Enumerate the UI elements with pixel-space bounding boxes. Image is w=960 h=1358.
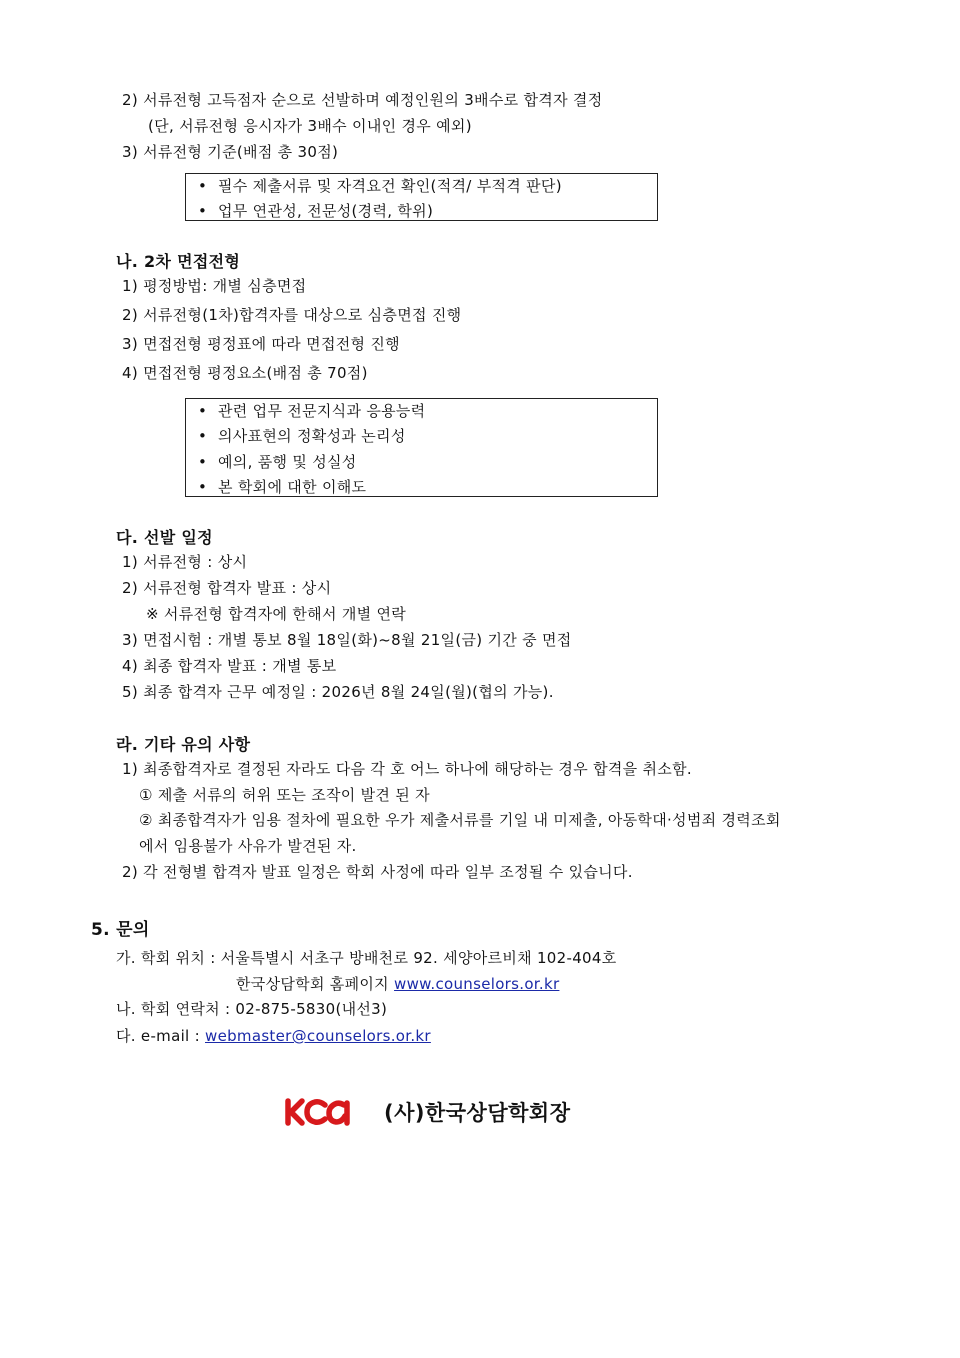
line-ga-2: 2) 서류전형 고득점자 순으로 선발하며 예정인원의 3배수로 합격자 결정 (122, 91, 603, 109)
signature-block (284, 1097, 570, 1127)
line-da-3: 3) 면접시험 : 개별 통보 8월 18일(화)~8월 21일(금) 기간 중 면접 (122, 631, 572, 649)
line-na-1: 1) 평정방법: 개별 심층면접 (122, 277, 307, 295)
criteria-item: • 의사표현의 정확성과 논리성 (198, 425, 406, 446)
line-ra-1: 1) 최종합격자로 결정된 자라도 다음 각 호 어느 하나에 해당하는 경우 합격을 취소함. (122, 760, 692, 778)
line-na-3: 3) 면접전형 평정표에 따라 면접전형 진행 (122, 335, 400, 353)
line-ra-1-c1: ① 제출 서류의 허위 또는 조작이 발견 된 자 (139, 786, 430, 804)
criteria-item: • 예의, 품행 및 성실성 (198, 451, 357, 472)
phone-line: 나. 학회 연락처 : 02-875-5830(내선3) (116, 1000, 388, 1018)
line-da-5: 5) 최종 합격자 근무 예정일 : 2026년 8월 24일(월)(협의 가능). (122, 683, 554, 701)
email-link[interactable]: webmaster@counselors.or.kr (205, 1027, 431, 1045)
kca-logo (284, 1097, 358, 1127)
line-da-2: 2) 서류전형 합격자 발표 : 상시 (122, 579, 332, 597)
section-title-inquiry: 5. 문의 (91, 920, 150, 940)
line-na-2: 2) 서류전형(1차)합격자를 대상으로 심층면접 진행 (122, 306, 462, 324)
email-line (116, 1025, 431, 1046)
criteria-item: • 본 학회에 대한 이해도 (198, 476, 366, 497)
line-ra-1-c2-cont: 에서 임용불가 사유가 발견된 자. (139, 837, 357, 855)
interview-criteria-box (185, 398, 658, 497)
line-da-4: 4) 최종 합격자 발표 : 개별 통보 (122, 657, 337, 675)
homepage-line (236, 973, 559, 994)
document-criteria-box (185, 173, 658, 221)
line-na-4: 4) 면접전형 평정요소(배점 총 70점) (122, 364, 368, 382)
criteria-item: • 필수 제출서류 및 자격요건 확인(적격/ 부적격 판단) (198, 175, 562, 196)
line-ga-3: 3) 서류전형 기준(배점 총 30점) (122, 143, 339, 161)
section-title-interview: 나. 2차 면접전형 (116, 252, 241, 271)
section-title-notes: 라. 기타 유의 사항 (116, 735, 251, 754)
email-label: 다. e-mail : (116, 1027, 205, 1045)
line-da-2-note: ※ 서류전형 합격자에 한해서 개별 연락 (146, 605, 407, 623)
section-title-schedule: 다. 선발 일정 (116, 528, 213, 547)
line-ga-2-note: (단, 서류전형 응시자가 3배수 이내인 경우 예외) (148, 117, 472, 135)
line-ra-2: 2) 각 전형별 합격자 발표 일정은 학회 사정에 따라 일부 조정될 수 있습니다. (122, 863, 633, 881)
homepage-link[interactable]: www.counselors.or.kr (394, 975, 560, 993)
line-ra-1-c2: ② 최종합격자가 임용 절차에 필요한 우가 제출서류를 기일 내 미제출, 아동학대·성범죄 경력조회 (139, 811, 781, 829)
address-line: 가. 학회 위치 : 서울특별시 서초구 방배천로 92. 세양아르비채 102-404호 (116, 949, 617, 967)
signature-text: (사)한국상담학회장 (384, 1101, 571, 1125)
line-da-1: 1) 서류전형 : 상시 (122, 553, 248, 571)
criteria-item: • 업무 연관성, 전문성(경력, 학위) (198, 200, 433, 221)
homepage-label: 한국상담학회 홈페이지 (236, 975, 395, 993)
criteria-item: • 관련 업무 전문지식과 응용능력 (198, 400, 425, 421)
